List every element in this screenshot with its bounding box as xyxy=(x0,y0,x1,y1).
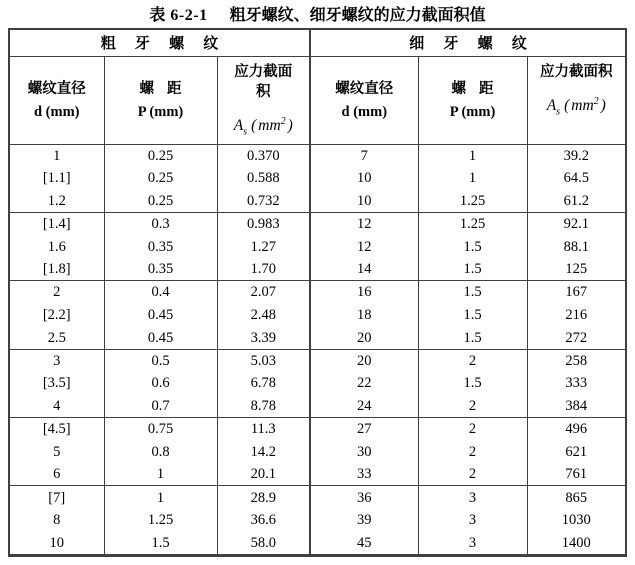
fine-diameter-cell: 16 xyxy=(310,281,418,304)
fine-pitch-cell: 1.5 xyxy=(418,258,527,281)
coarse-pitch-cell: 0.3 xyxy=(104,212,217,235)
table-row xyxy=(9,235,626,258)
fine-area-cell: 61.2 xyxy=(527,190,626,213)
coarse-diameter-cell: 1.6 xyxy=(9,235,104,258)
area-unit-exponent: 2 xyxy=(593,95,599,107)
table-row xyxy=(9,440,626,463)
fine-diameter-label: 螺纹直径 xyxy=(335,81,394,97)
coarse-pitch-cell: 0.35 xyxy=(104,258,217,281)
coarse-area-cell: 14.2 xyxy=(217,440,310,463)
coarse-area-cell: 5.03 xyxy=(217,349,310,372)
fine-diameter-cell: 12 xyxy=(310,212,418,235)
coarse-pitch-cell: 0.25 xyxy=(104,167,217,190)
coarse-diameter-header xyxy=(9,56,104,144)
coarse-area-cell: 1.70 xyxy=(217,258,310,281)
fine-pitch-cell: 2 xyxy=(418,349,527,372)
fine-area-cell: 1400 xyxy=(527,532,626,556)
coarse-pitch-label: 螺 距 xyxy=(139,81,182,97)
fine-diameter-cell: 7 xyxy=(310,144,418,167)
fine-area-cell: 384 xyxy=(527,395,626,418)
coarse-diameter-cell: [4.5] xyxy=(9,418,104,441)
fine-pitch-cell: 1 xyxy=(418,144,527,167)
coarse-pitch-cell: 0.6 xyxy=(104,372,217,395)
table-body xyxy=(9,144,626,555)
area-unit-open-paren: ( xyxy=(251,116,257,134)
fine-diameter-cell: 22 xyxy=(310,372,418,395)
coarse-diameter-cell: [1.4] xyxy=(9,212,104,235)
fine-area-cell: 39.2 xyxy=(527,144,626,167)
coarse-diameter-cell: [1.1] xyxy=(9,167,104,190)
table-row xyxy=(9,486,626,509)
fine-pitch-unit: P (mm) xyxy=(449,104,496,120)
fine-area-cell: 865 xyxy=(527,486,626,509)
area-unit: mm xyxy=(571,96,594,114)
fine-pitch-cell: 2 xyxy=(418,440,527,463)
fine-pitch-cell: 1 xyxy=(418,167,527,190)
table-row xyxy=(9,532,626,556)
fine-diameter-cell: 39 xyxy=(310,509,418,532)
coarse-area-cell: 2.07 xyxy=(217,281,310,304)
fine-pitch-header xyxy=(418,56,527,144)
coarse-area-cell: 1.27 xyxy=(217,235,310,258)
fine-pitch-cell: 1.5 xyxy=(418,326,527,349)
fine-diameter-cell: 20 xyxy=(310,349,418,372)
coarse-diameter-label: 螺纹直径 xyxy=(27,81,86,97)
fine-area-cell: 88.1 xyxy=(527,235,626,258)
fine-pitch-cell: 1.25 xyxy=(418,212,527,235)
coarse-diameter-cell: [7] xyxy=(9,486,104,509)
coarse-pitch-header xyxy=(104,56,217,144)
coarse-area-cell: 2.48 xyxy=(217,304,310,327)
coarse-area-cell: 0.732 xyxy=(217,190,310,213)
coarse-area-label-line1: 应力截面 xyxy=(234,63,293,80)
fine-diameter-cell: 14 xyxy=(310,258,418,281)
fine-area-cell: 496 xyxy=(527,418,626,441)
table-row xyxy=(9,372,626,395)
fine-pitch-label: 螺 距 xyxy=(451,81,494,97)
table-row xyxy=(9,144,626,167)
thread-stress-area-table xyxy=(8,28,627,557)
coarse-pitch-cell: 1.5 xyxy=(104,532,217,556)
coarse-pitch-cell: 0.75 xyxy=(104,418,217,441)
fine-diameter-header xyxy=(310,56,418,144)
fine-pitch-cell: 1.5 xyxy=(418,304,527,327)
coarse-diameter-cell: 6 xyxy=(9,463,104,486)
coarse-diameter-unit: d (mm) xyxy=(33,104,80,120)
coarse-diameter-cell: 3 xyxy=(9,349,104,372)
coarse-diameter-cell: 4 xyxy=(9,395,104,418)
fine-area-cell: 272 xyxy=(527,326,626,349)
coarse-diameter-cell: [2.2] xyxy=(9,304,104,327)
coarse-pitch-cell: 0.8 xyxy=(104,440,217,463)
coarse-diameter-cell: 2 xyxy=(9,281,104,304)
fine-pitch-cell: 2 xyxy=(418,395,527,418)
coarse-diameter-cell: 2.5 xyxy=(9,326,104,349)
coarse-pitch-cell: 0.4 xyxy=(104,281,217,304)
area-unit: mm xyxy=(258,116,281,134)
coarse-diameter-cell: 5 xyxy=(9,440,104,463)
coarse-area-cell: 11.3 xyxy=(217,418,310,441)
fine-pitch-cell: 2 xyxy=(418,418,527,441)
fine-diameter-cell: 24 xyxy=(310,395,418,418)
fine-diameter-cell: 10 xyxy=(310,167,418,190)
coarse-area-symbol xyxy=(218,112,310,142)
table-row xyxy=(9,190,626,213)
group-header-coarse: 粗 牙 螺 纹 xyxy=(9,29,310,56)
table-caption-text: 粗牙螺纹、细牙螺纹的应力截面积值 xyxy=(229,7,486,24)
group-header-fine: 细 牙 螺 纹 xyxy=(310,29,626,56)
fine-diameter-cell: 12 xyxy=(310,235,418,258)
table-row xyxy=(9,349,626,372)
fine-pitch-cell: 1.5 xyxy=(418,281,527,304)
coarse-pitch-unit: P (mm) xyxy=(137,104,184,120)
fine-area-label: 应力截面积 xyxy=(540,63,613,80)
fine-diameter-cell: 36 xyxy=(310,486,418,509)
coarse-diameter-cell: 10 xyxy=(9,532,104,556)
area-symbol-base: A xyxy=(233,116,244,134)
area-symbol-subscript: s xyxy=(556,105,561,117)
fine-area-cell: 333 xyxy=(527,372,626,395)
coarse-pitch-cell: 1 xyxy=(104,463,217,486)
area-unit-close-paren: ) xyxy=(287,116,293,134)
area-unit-exponent: 2 xyxy=(280,115,286,127)
coarse-area-cell: 0.588 xyxy=(217,167,310,190)
coarse-diameter-cell: [3.5] xyxy=(9,372,104,395)
fine-area-cell: 216 xyxy=(527,304,626,327)
table-row xyxy=(9,509,626,532)
coarse-diameter-cell: 1 xyxy=(9,144,104,167)
area-unit-open-paren: ( xyxy=(564,96,570,114)
coarse-area-cell: 3.39 xyxy=(217,326,310,349)
table-row xyxy=(9,395,626,418)
coarse-diameter-cell: [1.8] xyxy=(9,258,104,281)
table-row xyxy=(9,212,626,235)
coarse-pitch-cell: 0.45 xyxy=(104,326,217,349)
column-header-row xyxy=(9,56,626,144)
fine-area-header xyxy=(527,56,626,144)
table-row xyxy=(9,463,626,486)
fine-pitch-cell: 1.25 xyxy=(418,190,527,213)
fine-diameter-cell: 45 xyxy=(310,532,418,556)
fine-diameter-cell: 10 xyxy=(310,190,418,213)
coarse-pitch-cell: 1 xyxy=(104,486,217,509)
table-number: 表 6-2-1 xyxy=(149,7,208,24)
fine-area-cell: 1030 xyxy=(527,509,626,532)
coarse-pitch-cell: 0.45 xyxy=(104,304,217,327)
fine-area-cell: 258 xyxy=(527,349,626,372)
coarse-pitch-cell: 0.7 xyxy=(104,395,217,418)
fine-diameter-unit: d (mm) xyxy=(341,104,388,120)
table-row xyxy=(9,326,626,349)
table-row xyxy=(9,258,626,281)
coarse-area-cell: 28.9 xyxy=(217,486,310,509)
fine-pitch-cell: 1.5 xyxy=(418,235,527,258)
table-row xyxy=(9,304,626,327)
area-unit-close-paren: ) xyxy=(600,96,606,114)
coarse-diameter-cell: 1.2 xyxy=(9,190,104,213)
table-row xyxy=(9,281,626,304)
coarse-pitch-cell: 0.5 xyxy=(104,349,217,372)
fine-pitch-cell: 2 xyxy=(418,463,527,486)
coarse-pitch-cell: 0.25 xyxy=(104,144,217,167)
coarse-area-cell: 20.1 xyxy=(217,463,310,486)
area-symbol-base: A xyxy=(546,96,557,114)
fine-pitch-cell: 1.5 xyxy=(418,372,527,395)
coarse-area-cell: 6.78 xyxy=(217,372,310,395)
coarse-area-cell: 8.78 xyxy=(217,395,310,418)
coarse-area-cell: 0.370 xyxy=(217,144,310,167)
fine-diameter-cell: 27 xyxy=(310,418,418,441)
coarse-area-label-line2: 积 xyxy=(256,83,271,100)
fine-pitch-cell: 3 xyxy=(418,532,527,556)
fine-area-cell: 167 xyxy=(527,281,626,304)
fine-area-symbol xyxy=(528,92,625,122)
area-symbol-subscript: s xyxy=(243,125,248,137)
coarse-area-cell: 58.0 xyxy=(217,532,310,556)
fine-area-cell: 761 xyxy=(527,463,626,486)
coarse-pitch-cell: 0.35 xyxy=(104,235,217,258)
fine-area-cell: 64.5 xyxy=(527,167,626,190)
fine-diameter-cell: 30 xyxy=(310,440,418,463)
coarse-area-cell: 0.983 xyxy=(217,212,310,235)
fine-area-cell: 92.1 xyxy=(527,212,626,235)
coarse-pitch-cell: 0.25 xyxy=(104,190,217,213)
fine-area-cell: 621 xyxy=(527,440,626,463)
coarse-pitch-cell: 1.25 xyxy=(104,509,217,532)
coarse-diameter-cell: 8 xyxy=(9,509,104,532)
table-row xyxy=(9,418,626,441)
coarse-area-header xyxy=(217,56,310,144)
table-title xyxy=(0,2,635,25)
fine-pitch-cell: 3 xyxy=(418,486,527,509)
fine-diameter-cell: 33 xyxy=(310,463,418,486)
table-row xyxy=(9,167,626,190)
fine-pitch-cell: 3 xyxy=(418,509,527,532)
fine-diameter-cell: 18 xyxy=(310,304,418,327)
coarse-area-cell: 36.6 xyxy=(217,509,310,532)
fine-diameter-cell: 20 xyxy=(310,326,418,349)
fine-area-cell: 125 xyxy=(527,258,626,281)
group-header-row xyxy=(9,29,626,56)
